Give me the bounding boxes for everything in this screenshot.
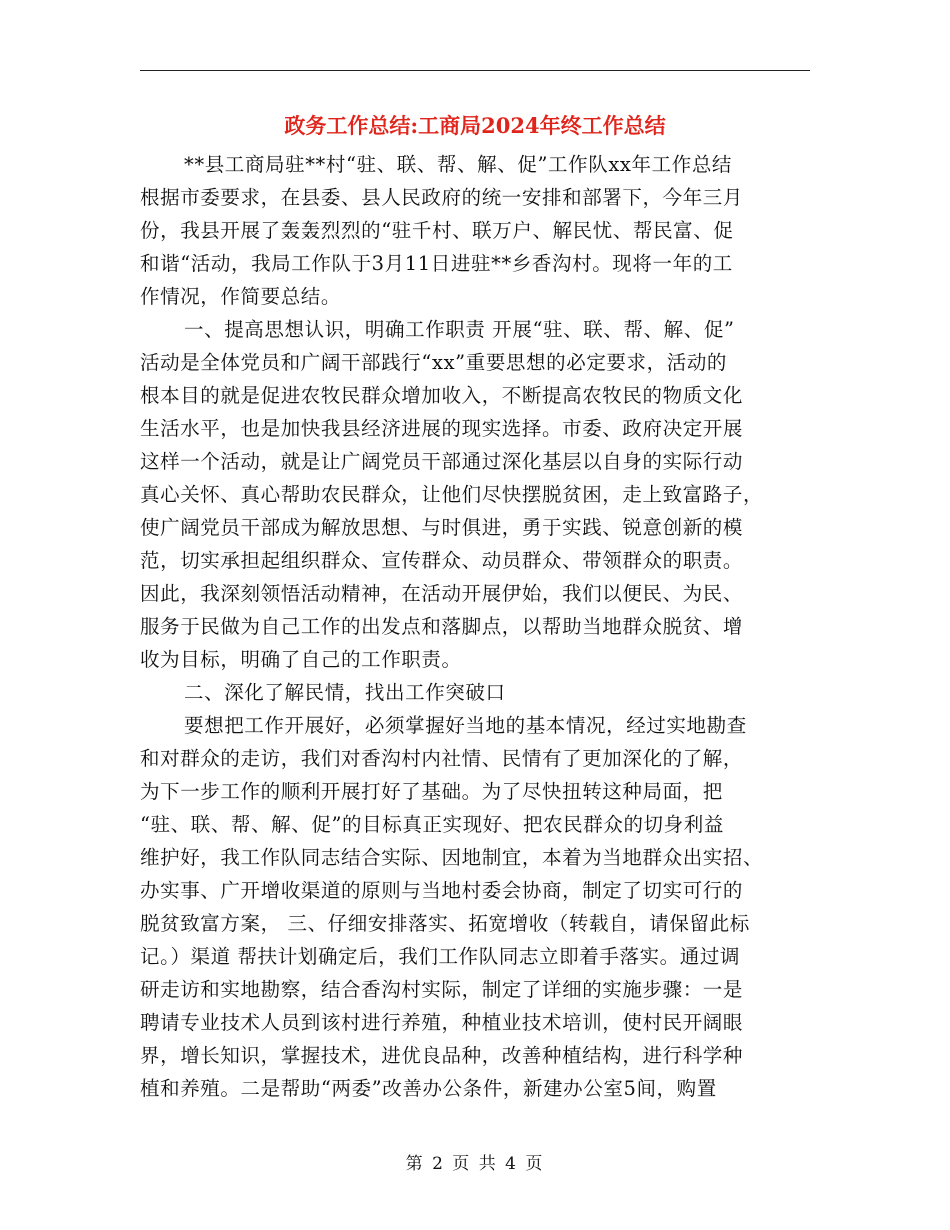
body-text-line: 植和养殖。二是帮助“两委”改善办公条件，新建办公室5间，购置 <box>140 1077 717 1100</box>
header-rule <box>140 70 810 71</box>
body-text-line: 二、深化了解民情，找出工作突破口 <box>184 681 506 704</box>
body-text-line: 研走访和实地勘察，结合香沟村实际，制定了详细的实施步骤：一是 <box>140 978 744 1001</box>
body-text-line: 脱贫致富方案， 三、仔细安排落实、拓宽增收（转载自，请保留此标 <box>140 912 750 935</box>
body-text-line: 因此，我深刻领悟活动精神，在活动开展伊始，我们以便民、为民、 <box>140 582 744 605</box>
body-text-line: 和谐“活动，我局工作队于3月11日进驻**乡香沟村。现将一年的工 <box>140 252 733 275</box>
body-text-line: 一、提高思想认识，明确工作职责 开展“驻、联、帮、解、促” <box>184 318 735 341</box>
body-text-line: 作情况，作简要总结。 <box>140 285 342 308</box>
body-text-line: 范，切实承担起组织群众、宣传群众、动员群众、带领群众的职责。 <box>140 549 744 572</box>
body-text-line: 这样一个活动，就是让广阔党员干部通过深化基层以自身的实际行动 <box>140 450 744 473</box>
body-text-line: 真心关怀、真心帮助农民群众，让他们尽快摆脱贫困，走上致富路子， <box>140 483 764 506</box>
body-text-line: 和对群众的走访，我们对香沟村内社情、民情有了更加深化的了解， <box>140 747 744 770</box>
body-text-line: 根本目的就是促进农牧民群众增加收入，不断提高农牧民的物质文化 <box>140 384 744 407</box>
document-body <box>140 148 810 1105</box>
body-text-line: 生活水平，也是加快我县经济进展的现实选择。市委、政府决定开展 <box>140 417 744 440</box>
body-text-line: 份，我县开展了轰轰烈烈的“驻千村、联万户、解民忧、帮民富、促 <box>140 219 734 242</box>
body-text-line: 使广阔党员干部成为解放思想、与时俱进，勇于实践、锐意创新的模 <box>140 516 744 539</box>
body-text-line: 维护好，我工作队同志结合实际、因地制宜，本着为当地群众出实招、 <box>140 846 764 869</box>
body-text-line: 记。）渠道 帮扶计划确定后，我们工作队同志立即着手落实。通过调 <box>140 945 741 968</box>
body-text-line: 要想把工作开展好，必须掌握好当地的基本情况，经过实地勘查 <box>184 714 747 737</box>
body-text-line: 根据市委要求，在县委、县人民政府的统一安排和部署下，今年三月 <box>140 186 744 209</box>
body-text-line: 办实事、广开增收渠道的原则与当地村委会协商，制定了切实可行的 <box>140 879 744 902</box>
body-text-line: “驻、联、帮、解、促”的目标真正实现好、把农民群众的切身利益 <box>140 813 724 836</box>
document-title: 政务工作总结:工商局2024年终工作总结 <box>284 113 666 138</box>
body-text-line: 界，增长知识，掌握技术，进优良品种，改善种植结构，进行科学种 <box>140 1044 744 1067</box>
body-text-line: 服务于民做为自己工作的出发点和落脚点，以帮助当地群众脱贫、增 <box>140 615 744 638</box>
body-text-line: 聘请专业技术人员到该村进行养殖，种植业技术培训，使村民开阔眼 <box>140 1011 744 1034</box>
body-text-line: 收为目标，明确了自己的工作职责。 <box>140 648 462 671</box>
page-number-footer: 第 2 页 共 4 页 <box>405 1154 545 1174</box>
body-text-line: 为下一步工作的顺利开展打好了基础。为了尽快扭转这种局面，把 <box>140 780 723 803</box>
body-text-line: 活动是全体党员和广阔干部践行“xx”重要思想的必定要求，活动的 <box>140 351 728 374</box>
body-text-line: **县工商局驻**村“驻、联、帮、解、促”工作队xx年工作总结 <box>184 153 733 176</box>
